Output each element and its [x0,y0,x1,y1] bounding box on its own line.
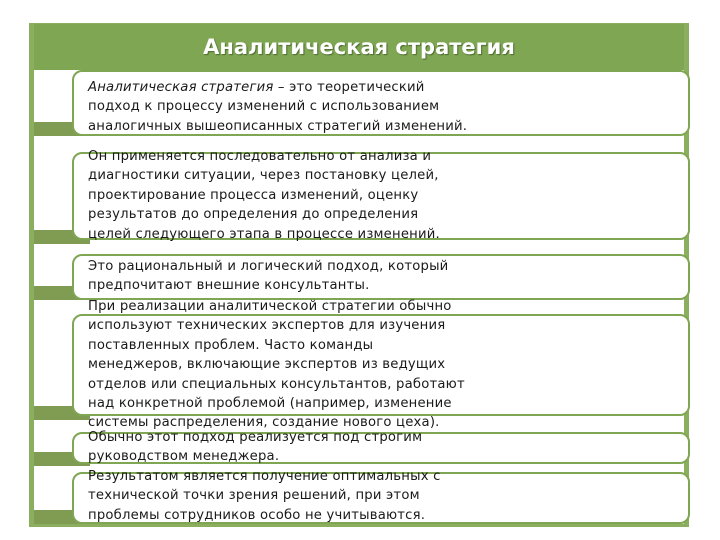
term-italic: Аналитическая стратегия [88,80,274,95]
text-line: проектирование процесса изменений, оценку [88,187,419,203]
text-line: используют технических экспертов для изучения [88,318,446,334]
text-line: целей следующего этапа в процессе изменений. [88,226,440,242]
text-line: руководством менеджера. [88,449,280,465]
text-line: поставленных проблем. Часто команды [88,337,374,353]
text-line: диагностики ситуации, через постановку целей, [88,168,439,184]
paragraph-5 [88,428,683,467]
text-line: менеджеров, включающие экспертов из ведущих [88,357,446,373]
text-span: – это теоретический [273,80,425,95]
paragraph-6 [88,467,683,525]
text-line: аналогичных вышеописанных стратегий изменений. [88,118,468,134]
text-line: Это рациональный и логический подход, который [88,259,449,274]
text-line: При реализации аналитической стратегии обычно [88,299,452,314]
paragraph-1 [88,78,683,136]
text-line: подход к процессу изменений с использованием [88,99,440,115]
text-line: Результатом является получение оптимальных с [88,469,441,484]
title-bar [34,24,684,70]
text-line: технической точки зрения решений, при этом [88,488,420,504]
paragraph-4 [88,297,683,433]
text-line: результатов до определения до определения [88,207,419,223]
paragraph-3 [88,257,683,296]
slide-title: Аналитическая стратегия [203,35,515,59]
text-line: отделов или специальных консультантов, работают [88,376,465,392]
text-line: Он применяется последовательно от анализа и [88,149,432,164]
text-line: системы распределения, создание нового цеха). [88,415,440,431]
text-line: предпочитают внешние консультанты. [88,278,370,294]
paragraph-2 [88,147,683,244]
text-line: проблемы сотрудников особо не учитываются. [88,507,426,523]
text-line: Обычно этот подход реализуется под строгим [88,430,423,445]
text-line [88,78,683,97]
text-line: над конкретной проблемой (например, изменение [88,396,452,412]
